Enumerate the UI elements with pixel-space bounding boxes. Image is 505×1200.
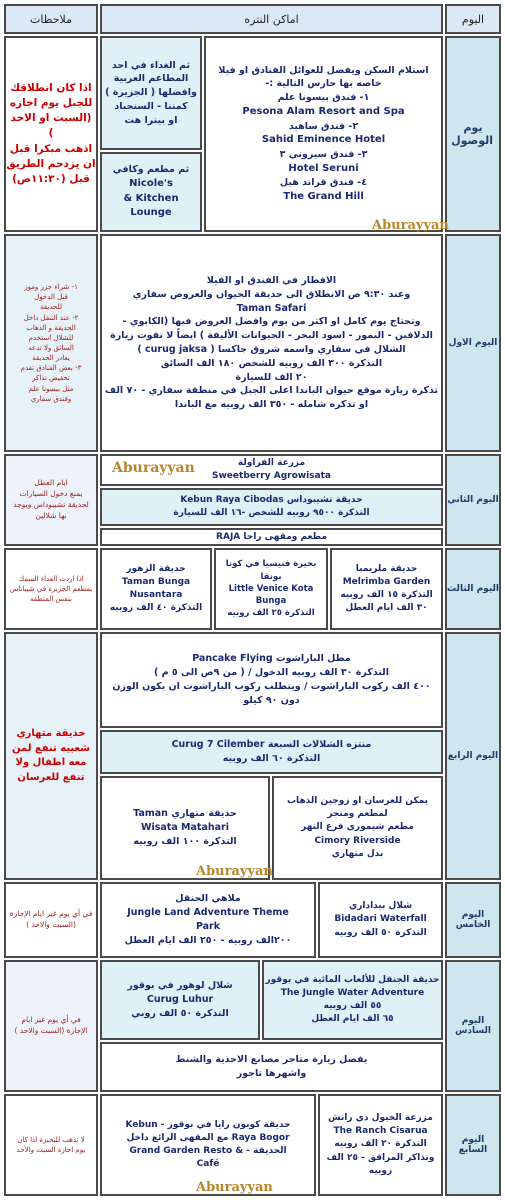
day3-venice: بحيرة فنيسيا في كوتا بونقا Little Venice Kota Bunga التذكرة ٢٥ الف روبيه	[214, 548, 328, 630]
day5-jungleland: ملاهي الجنقل Jungle Land Adventure Theme Park ٢٠٠الف روبيه - ٢٥٠ الف ايام العطل	[100, 882, 316, 958]
day7-bogor: حديقة كوبون رايا في بوقور - Kebun Raya Bogor مع المقهى الرائع داخل الحديقة - & Grand Garden Resto Café	[100, 1094, 316, 1196]
day-label-4: اليوم الرابع	[445, 632, 501, 880]
day6-waterpark: حديقة الجنقل للألعاب المائية في بوقور The Jungle Water Adventure ٥٥ الف روبيه ٦٥ الف ايام العطل	[262, 960, 443, 1040]
day-label-6: اليوم السادس	[445, 960, 501, 1092]
day-label-arrival: يوم الوصول	[445, 36, 501, 232]
day1-safari: الافطار في الفندق او الفيلا وعند ٩:٣٠ ص الانطلاق الى حديقة الحيوان والعروض سفاري Taman Safari وتحتاج يوم كامل او اكثر من يوم وافضل العروض فيها (الكابوي - الدلافين - النمور - اسود البحر - الحيوانات الأليفة ) ايضاً لا تفوت زيارة الشلال في سفاري واسمه شروق جاكسا ( curug jaksa ) التذكرة ٣٠٠ الف روبيه للشخص ١٨٠ الف السائق ٢٠ الف للسيارة تذكرة زيارة موقع حيوان الباندا اعلى الجبل في منطقة سفاري - ٧٠ الف او تذكره شامله - ٣٥٠ الف روبيه مع الباندا	[100, 234, 443, 452]
arrival-notes: اذا كان انطلاقك للجبل يوم اجازه (السبت او الاحد ) اذهب مبكرا قبل ان يزدحم الطريق قبل (١١:٣٠ص)	[4, 36, 98, 232]
day4-paraglide: مطل الباراشوت Pancake Flying التذكرة ٣٠ الف روبيه الدخول / ( من ٩ص الى ٥ م ) ٤٠٠ الف ركوب الباراشوت / ويتطلب ركوب الباراشوت ان يكون الوزن دون ٩٠ كيلو	[100, 632, 443, 728]
day2-cibodas: حديقة تشيبوداس Kebun Raya Cibodas التذكرة ٩٥٠٠ روبيه للشخص -١٦ الف للسيارة	[100, 488, 443, 526]
day2-strawberry: مزرعة الفراولة Sweetberry Agrowisata	[100, 454, 443, 486]
day4-matahari: حديقة متهاري Taman Wisata Matahari التذكرة ١٠٠ الف روبيه	[100, 776, 270, 880]
day4-notes: حديقة متهاري شعبيه تنفع لمن معه اطفال ولا تنفع للعرسان	[4, 632, 98, 880]
watermark-logo: Aburayyan	[372, 218, 449, 233]
arrival-lunch: ثم الغداء في احد المطاعم العربية وافضلها ( الجزيرة ) كمننا - السنحباد او بيترا هت	[100, 36, 202, 150]
day-label-3: اليوم الثالث	[445, 548, 501, 630]
day1-notes: ١- شراء جزر وموز قبل الدخول للحديقة ٢- عند التنقل داخل الحديقة و الذهاب للشلال استخدم السائق ولا تدعه يغادر الحديقة ٣- بعض الفنادق تقدم تخفيض تذاكر مثل بيسونا علم وفندق سفاري	[4, 234, 98, 452]
day3-melrimba: حديقة ملريمبا Melrimba Garden التذكرة ١٥ الف روبيه ٣٠ الف ايام العطل	[330, 548, 443, 630]
arrival-hotels: استلام السكن ويفضل للعوائل الفنادق او فيلا خاصه بها حارس التالية :- ١- فندق بيسونا علم Pesona Alam Resort and Spa ٢- فندق ساهيد Sahid Eminence Hotel ٣- فندق سيروني ٣ Hotel Seruni ٤- فندق قراند هيل The Grand Hill	[204, 36, 443, 232]
header-places: اماكن النتره	[100, 4, 443, 34]
day5-notes: في أي يوم غير ايام الإجازة (السبت والاحد )	[4, 882, 98, 958]
day7-ranch: مزرعة الخيول دي رانش The Ranch Cisarua التذكرة ٢٠ الف روبيه وتذاكر المرافق - ٢٥ الف روبيه	[318, 1094, 443, 1196]
day-label-7: اليوم السابع	[445, 1094, 501, 1196]
watermark-logo: Aburayyan	[112, 460, 195, 476]
arrival-cafe: ثم مطعم وكافي Nicole's Kitchen & Lounge	[100, 152, 202, 232]
day2-raja: مطعم ومقهى راجا RAJA	[100, 528, 443, 546]
day-label-5: اليوم الخامس	[445, 882, 501, 958]
day4-cimory: يمكن للعرسان او زوجين الذهاب لمطعم ومتجر مطعم شيموري فرع النهر Cimory Riverside بدل متهاري	[272, 776, 443, 880]
day2-notes: ايام العطل يمنع دخول السيارات لحديقة تشيبوداس ويوجد بها شلالين	[4, 454, 98, 546]
watermark-logo: Aburayyan	[196, 1180, 273, 1195]
day-label-2: اليوم الثاني	[445, 454, 501, 546]
day-label-1: اليوم الاول	[445, 234, 501, 452]
day3-notes: اذا اردت الغداء السمك بمطعم الجزيرة في شيباناس بنفس المنطقة	[4, 548, 98, 630]
header-day: اليوم	[445, 4, 501, 34]
day7-notes: لا تذهب للبحيرة اذا كان يوم اجازة السبت والأحد	[4, 1094, 98, 1196]
day4-curug: منتزه الشلالات السبعة Curug 7 Cilember التذكرة ٦٠ الف روبيه	[100, 730, 443, 774]
header-notes: ملاحظات	[4, 4, 98, 34]
watermark-logo: Aburayyan	[196, 864, 273, 879]
day3-bunga: حديقة الزهور Taman Bunga Nusantara التذكرة ٤٠ الف روبيه	[100, 548, 212, 630]
day6-luhur: شلال لوهور في بوقور Curug Luhur التذكرة ٥٠ الف روبي	[100, 960, 260, 1040]
day5-bidadari: شلال بيداداري Bidadari Waterfall التذكرة ٥٠ الف روبيه	[318, 882, 443, 958]
day6-shopping: يفضل زيارة متاجر مصانع الاحذية والشنط واشهرها تاجور	[100, 1042, 443, 1092]
day6-notes: في أي يوم غير ايام الإجازة (السبت والاحد )	[4, 960, 98, 1092]
